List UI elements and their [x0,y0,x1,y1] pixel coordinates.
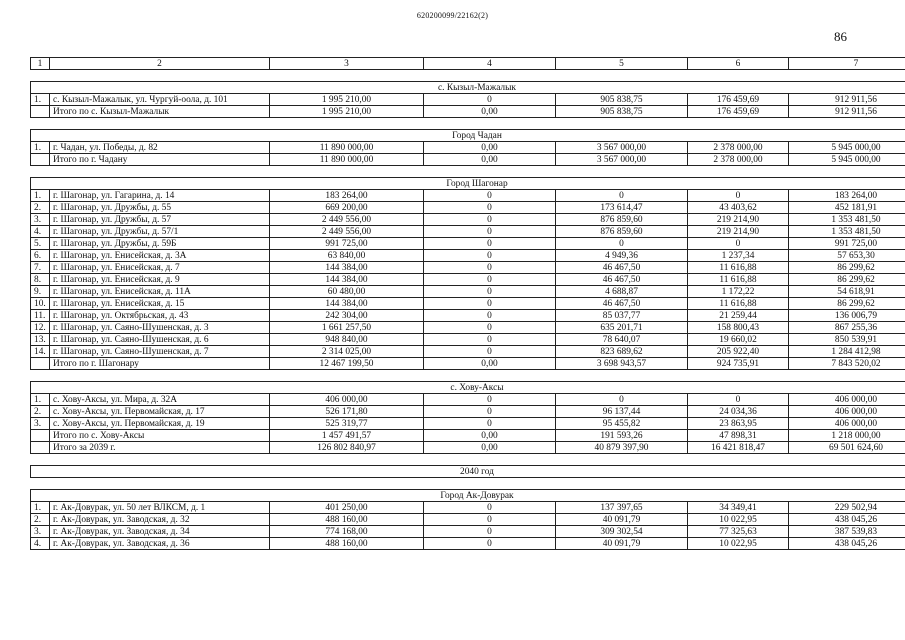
spacer-row [31,118,905,130]
header-cell: 2 [50,58,270,70]
total-col3: 1 457 491,57 [270,430,424,442]
total-col5: 905 838,75 [556,106,688,118]
total-col7: 69 501 624,60 [789,442,905,454]
value-col6: 11 616,88 [688,274,789,286]
value-col3: 401 250,00 [270,502,424,514]
value-col7: 991 725,00 [789,238,905,250]
header-cell: 5 [556,58,688,70]
address-cell: г. Ак-Довурак, ул. Заводская, д. 34 [50,526,270,538]
value-col4: 0,00 [424,142,556,154]
header-cell: 4 [424,58,556,70]
total-col4: 0,00 [424,106,556,118]
address-cell: г. Шагонар, ул. Октябрьская, д. 43 [50,310,270,322]
table-row [31,286,905,298]
value-col7: 438 045,26 [789,514,905,526]
spacer-cell [31,478,905,490]
value-col5: 905 838,75 [556,94,688,106]
value-col4: 0 [424,502,556,514]
value-col5: 4 688,87 [556,286,688,298]
row-number: 6. [31,250,50,262]
value-col4: 0 [424,334,556,346]
value-col6: 219 214,90 [688,214,789,226]
value-col5: 46 467,50 [556,262,688,274]
address-cell: с. Хову-Аксы, ул. Первомайская, д. 17 [50,406,270,418]
value-col4: 0 [424,190,556,202]
value-col3: 406 000,00 [270,394,424,406]
value-col5: 40 091,79 [556,514,688,526]
value-col7: 86 299,62 [789,298,905,310]
value-col7: 387 539,83 [789,526,905,538]
total-col4: 0,00 [424,430,556,442]
table-row [31,406,905,418]
total-col7: 912 911,56 [789,106,905,118]
header-cell: 6 [688,58,789,70]
total-col5: 40 879 397,90 [556,442,688,454]
value-col6: 21 259,44 [688,310,789,322]
grand-total-row [31,442,905,454]
value-col3: 948 840,00 [270,334,424,346]
row-number: 7. [31,262,50,274]
value-col5: 78 640,07 [556,334,688,346]
section-title: Город Чадан [31,130,905,142]
value-col5: 46 467,50 [556,274,688,286]
total-col5: 3 698 943,57 [556,358,688,370]
row-number: 1. [31,502,50,514]
value-col7: 867 255,36 [789,322,905,334]
section-heading [31,130,905,142]
value-col5: 4 949,36 [556,250,688,262]
table-row [31,334,905,346]
value-col5: 0 [556,394,688,406]
section-total-row [31,358,905,370]
section-heading [31,82,905,94]
value-col6: 43 403,62 [688,202,789,214]
table-row [31,418,905,430]
value-col3: 1 995 210,00 [270,94,424,106]
row-number: 4. [31,538,50,550]
row-number: 1. [31,190,50,202]
header-cell: 1 [31,58,50,70]
value-col7: 86 299,62 [789,262,905,274]
value-col4: 0 [424,418,556,430]
row-number: 3. [31,526,50,538]
value-col4: 0 [424,262,556,274]
row-number: 1. [31,94,50,106]
total-label: Итого за 2039 г. [50,442,270,454]
address-cell: г. Шагонар, ул. Дружбы, д. 59Б [50,238,270,250]
header-row [31,58,905,70]
value-col4: 0 [424,202,556,214]
value-col3: 526 171,80 [270,406,424,418]
section-total-row [31,106,905,118]
total-label: Итого по г. Шагонару [50,358,270,370]
value-col5: 46 467,50 [556,298,688,310]
value-col6: 158 800,43 [688,322,789,334]
total-col3: 1 995 210,00 [270,106,424,118]
table-row [31,238,905,250]
total-col6: 16 421 818,47 [688,442,789,454]
table-row [31,514,905,526]
total-col4: 0,00 [424,442,556,454]
value-col4: 0 [424,226,556,238]
value-col6: 219 214,90 [688,226,789,238]
value-col7: 452 181,91 [789,202,905,214]
value-col3: 525 319,77 [270,418,424,430]
table-row [31,538,905,550]
spacer-row [31,478,905,490]
total-col7: 1 218 000,00 [789,430,905,442]
value-col5: 876 859,60 [556,226,688,238]
total-number-empty [31,358,50,370]
value-col6: 0 [688,238,789,250]
page-number: 86 [834,29,847,44]
value-col7: 54 618,91 [789,286,905,298]
value-col7: 136 006,79 [789,310,905,322]
value-col3: 991 725,00 [270,238,424,250]
address-cell: г. Шагонар, ул. Саяно-Шушенская, д. 3 [50,322,270,334]
section-title: с. Хову-Аксы [31,382,905,394]
value-col3: 488 160,00 [270,538,424,550]
address-cell: г. Шагонар, ул. Енисейская, д. 3А [50,250,270,262]
value-col7: 912 911,56 [789,94,905,106]
total-col7: 5 945 000,00 [789,154,905,166]
table-row [31,298,905,310]
row-number: 5. [31,238,50,250]
value-col5: 3 567 000,00 [556,142,688,154]
address-cell: г. Ак-Довурак, ул. 50 лет ВЛКСМ, д. 1 [50,502,270,514]
value-col5: 173 614,47 [556,202,688,214]
row-number: 4. [31,226,50,238]
total-col4: 0,00 [424,154,556,166]
value-col5: 823 689,62 [556,346,688,358]
address-cell: с. Хову-Аксы, ул. Мира, д. 32А [50,394,270,406]
row-number: 2. [31,406,50,418]
value-col6: 10 022,95 [688,538,789,550]
value-col6: 0 [688,394,789,406]
value-col5: 85 037,77 [556,310,688,322]
section-total-row [31,154,905,166]
value-col5: 95 455,82 [556,418,688,430]
value-col4: 0 [424,514,556,526]
document-id: 620200099/22162(2) [416,11,489,20]
address-cell: г. Шагонар, ул. Дружбы, д. 55 [50,202,270,214]
table-row [31,346,905,358]
table-row [31,322,905,334]
section-title: Город Ак-Довурак [31,490,905,502]
table-row [31,202,905,214]
table-row [31,214,905,226]
value-col7: 57 653,30 [789,250,905,262]
address-cell: г. Чадан, ул. Победы, д. 82 [50,142,270,154]
value-col5: 635 201,71 [556,322,688,334]
address-cell: г. Ак-Довурак, ул. Заводская, д. 32 [50,514,270,526]
address-cell: г. Шагонар, ул. Гагарина, д. 14 [50,190,270,202]
value-col4: 0 [424,298,556,310]
row-number: 3. [31,214,50,226]
total-col6: 2 378 000,00 [688,154,789,166]
value-col6: 11 616,88 [688,262,789,274]
spacer-row [31,166,905,178]
section-total-row [31,430,905,442]
address-cell: г. Шагонар, ул. Саяно-Шушенская, д. 7 [50,346,270,358]
total-col3: 126 802 840,97 [270,442,424,454]
row-number: 14. [31,346,50,358]
total-number-empty [31,154,50,166]
value-col5: 876 859,60 [556,214,688,226]
spacer-row [31,454,905,466]
total-label: Итого по с. Кызыл-Мажалык [50,106,270,118]
value-col4: 0 [424,274,556,286]
spacer-cell [31,118,905,130]
value-col4: 0 [424,238,556,250]
value-col7: 5 945 000,00 [789,142,905,154]
table-row [31,526,905,538]
table-row [31,502,905,514]
total-number-empty [31,442,50,454]
address-cell: с. Кызыл-Мажалык, ул. Чургуй-оола, д. 101 [50,94,270,106]
row-number: 3. [31,418,50,430]
header-cell: 3 [270,58,424,70]
total-label: Итого по с. Хову-Аксы [50,430,270,442]
section-title: 2040 год [31,466,905,478]
row-number: 13. [31,334,50,346]
spacer-cell [31,370,905,382]
total-label: Итого по г. Чадану [50,154,270,166]
row-number: 9. [31,286,50,298]
address-cell: г. Шагонар, ул. Саяно-Шушенская, д. 6 [50,334,270,346]
total-col4: 0,00 [424,358,556,370]
address-cell: г. Шагонар, ул. Дружбы, д. 57 [50,214,270,226]
year-heading [31,466,905,478]
section-heading [31,178,905,190]
value-col7: 1 353 481,50 [789,226,905,238]
total-col5: 191 593,26 [556,430,688,442]
value-col6: 77 325,63 [688,526,789,538]
row-number: 10. [31,298,50,310]
total-col3: 12 467 199,50 [270,358,424,370]
table-row [31,94,905,106]
value-col3: 1 661 257,50 [270,322,424,334]
section-heading [31,490,905,502]
value-col4: 0 [424,346,556,358]
value-col6: 10 022,95 [688,514,789,526]
row-number: 11. [31,310,50,322]
spacer-row [31,70,905,82]
value-col7: 1 353 481,50 [789,214,905,226]
value-col6: 19 660,02 [688,334,789,346]
value-col3: 242 304,00 [270,310,424,322]
value-col3: 60 480,00 [270,286,424,298]
value-col6: 176 459,69 [688,94,789,106]
table-row [31,190,905,202]
value-col7: 1 284 412,98 [789,346,905,358]
value-col5: 40 091,79 [556,538,688,550]
table-row [31,274,905,286]
value-col3: 144 384,00 [270,298,424,310]
budget-table [30,57,905,550]
value-col5: 96 137,44 [556,406,688,418]
section-title: с. Кызыл-Мажалык [31,82,905,94]
value-col4: 0 [424,286,556,298]
row-number: 1. [31,394,50,406]
value-col7: 438 045,26 [789,538,905,550]
row-number: 12. [31,322,50,334]
value-col6: 1 172,22 [688,286,789,298]
value-col4: 0 [424,214,556,226]
table-row [31,226,905,238]
table-body [31,58,905,550]
value-col3: 63 840,00 [270,250,424,262]
section-title: Город Шагонар [31,178,905,190]
table-row [31,310,905,322]
value-col7: 183 264,00 [789,190,905,202]
address-cell: г. Шагонар, ул. Енисейская, д. 9 [50,274,270,286]
value-col6: 1 237,34 [688,250,789,262]
header-cell: 7 [789,58,905,70]
section-heading [31,382,905,394]
total-col5: 3 567 000,00 [556,154,688,166]
address-cell: г. Ак-Довурак, ул. Заводская, д. 36 [50,538,270,550]
value-col4: 0 [424,526,556,538]
value-col5: 0 [556,238,688,250]
value-col4: 0 [424,322,556,334]
value-col3: 774 168,00 [270,526,424,538]
value-col3: 183 264,00 [270,190,424,202]
value-col3: 144 384,00 [270,274,424,286]
address-cell: г. Шагонар, ул. Енисейская, д. 7 [50,262,270,274]
address-cell: г. Шагонар, ул. Дружбы, д. 57/1 [50,226,270,238]
value-col7: 406 000,00 [789,418,905,430]
spacer-row [31,370,905,382]
value-col4: 0 [424,394,556,406]
value-col6: 24 034,36 [688,406,789,418]
value-col6: 0 [688,190,789,202]
row-number: 8. [31,274,50,286]
spacer-cell [31,70,905,82]
row-number: 2. [31,202,50,214]
value-col3: 11 890 000,00 [270,142,424,154]
value-col4: 0 [424,250,556,262]
value-col5: 137 397,65 [556,502,688,514]
table-row [31,262,905,274]
total-col6: 924 735,91 [688,358,789,370]
row-number: 2. [31,514,50,526]
spacer-cell [31,454,905,466]
value-col6: 2 378 000,00 [688,142,789,154]
address-cell: г. Шагонар, ул. Енисейская, д. 11А [50,286,270,298]
address-cell: г. Шагонар, ул. Енисейская, д. 15 [50,298,270,310]
value-col7: 86 299,62 [789,274,905,286]
value-col6: 205 922,40 [688,346,789,358]
value-col3: 669 200,00 [270,202,424,214]
value-col7: 406 000,00 [789,406,905,418]
total-col6: 47 898,31 [688,430,789,442]
value-col3: 2 449 556,00 [270,214,424,226]
total-col3: 11 890 000,00 [270,154,424,166]
value-col4: 0 [424,94,556,106]
spacer-cell [31,166,905,178]
value-col7: 406 000,00 [789,394,905,406]
value-col6: 34 349,41 [688,502,789,514]
value-col7: 850 539,91 [789,334,905,346]
value-col6: 11 616,88 [688,298,789,310]
value-col7: 229 502,94 [789,502,905,514]
value-col6: 23 863,95 [688,418,789,430]
total-col6: 176 459,69 [688,106,789,118]
value-col4: 0 [424,538,556,550]
value-col5: 309 302,54 [556,526,688,538]
value-col4: 0 [424,406,556,418]
table-row [31,394,905,406]
address-cell: с. Хову-Аксы, ул. Первомайская, д. 19 [50,418,270,430]
table-row [31,250,905,262]
value-col3: 144 384,00 [270,262,424,274]
value-col5: 0 [556,190,688,202]
total-number-empty [31,106,50,118]
total-number-empty [31,430,50,442]
value-col3: 2 449 556,00 [270,226,424,238]
value-col4: 0 [424,310,556,322]
total-col7: 7 843 520,02 [789,358,905,370]
value-col3: 488 160,00 [270,514,424,526]
table-row [31,142,905,154]
row-number: 1. [31,142,50,154]
value-col3: 2 314 025,00 [270,346,424,358]
